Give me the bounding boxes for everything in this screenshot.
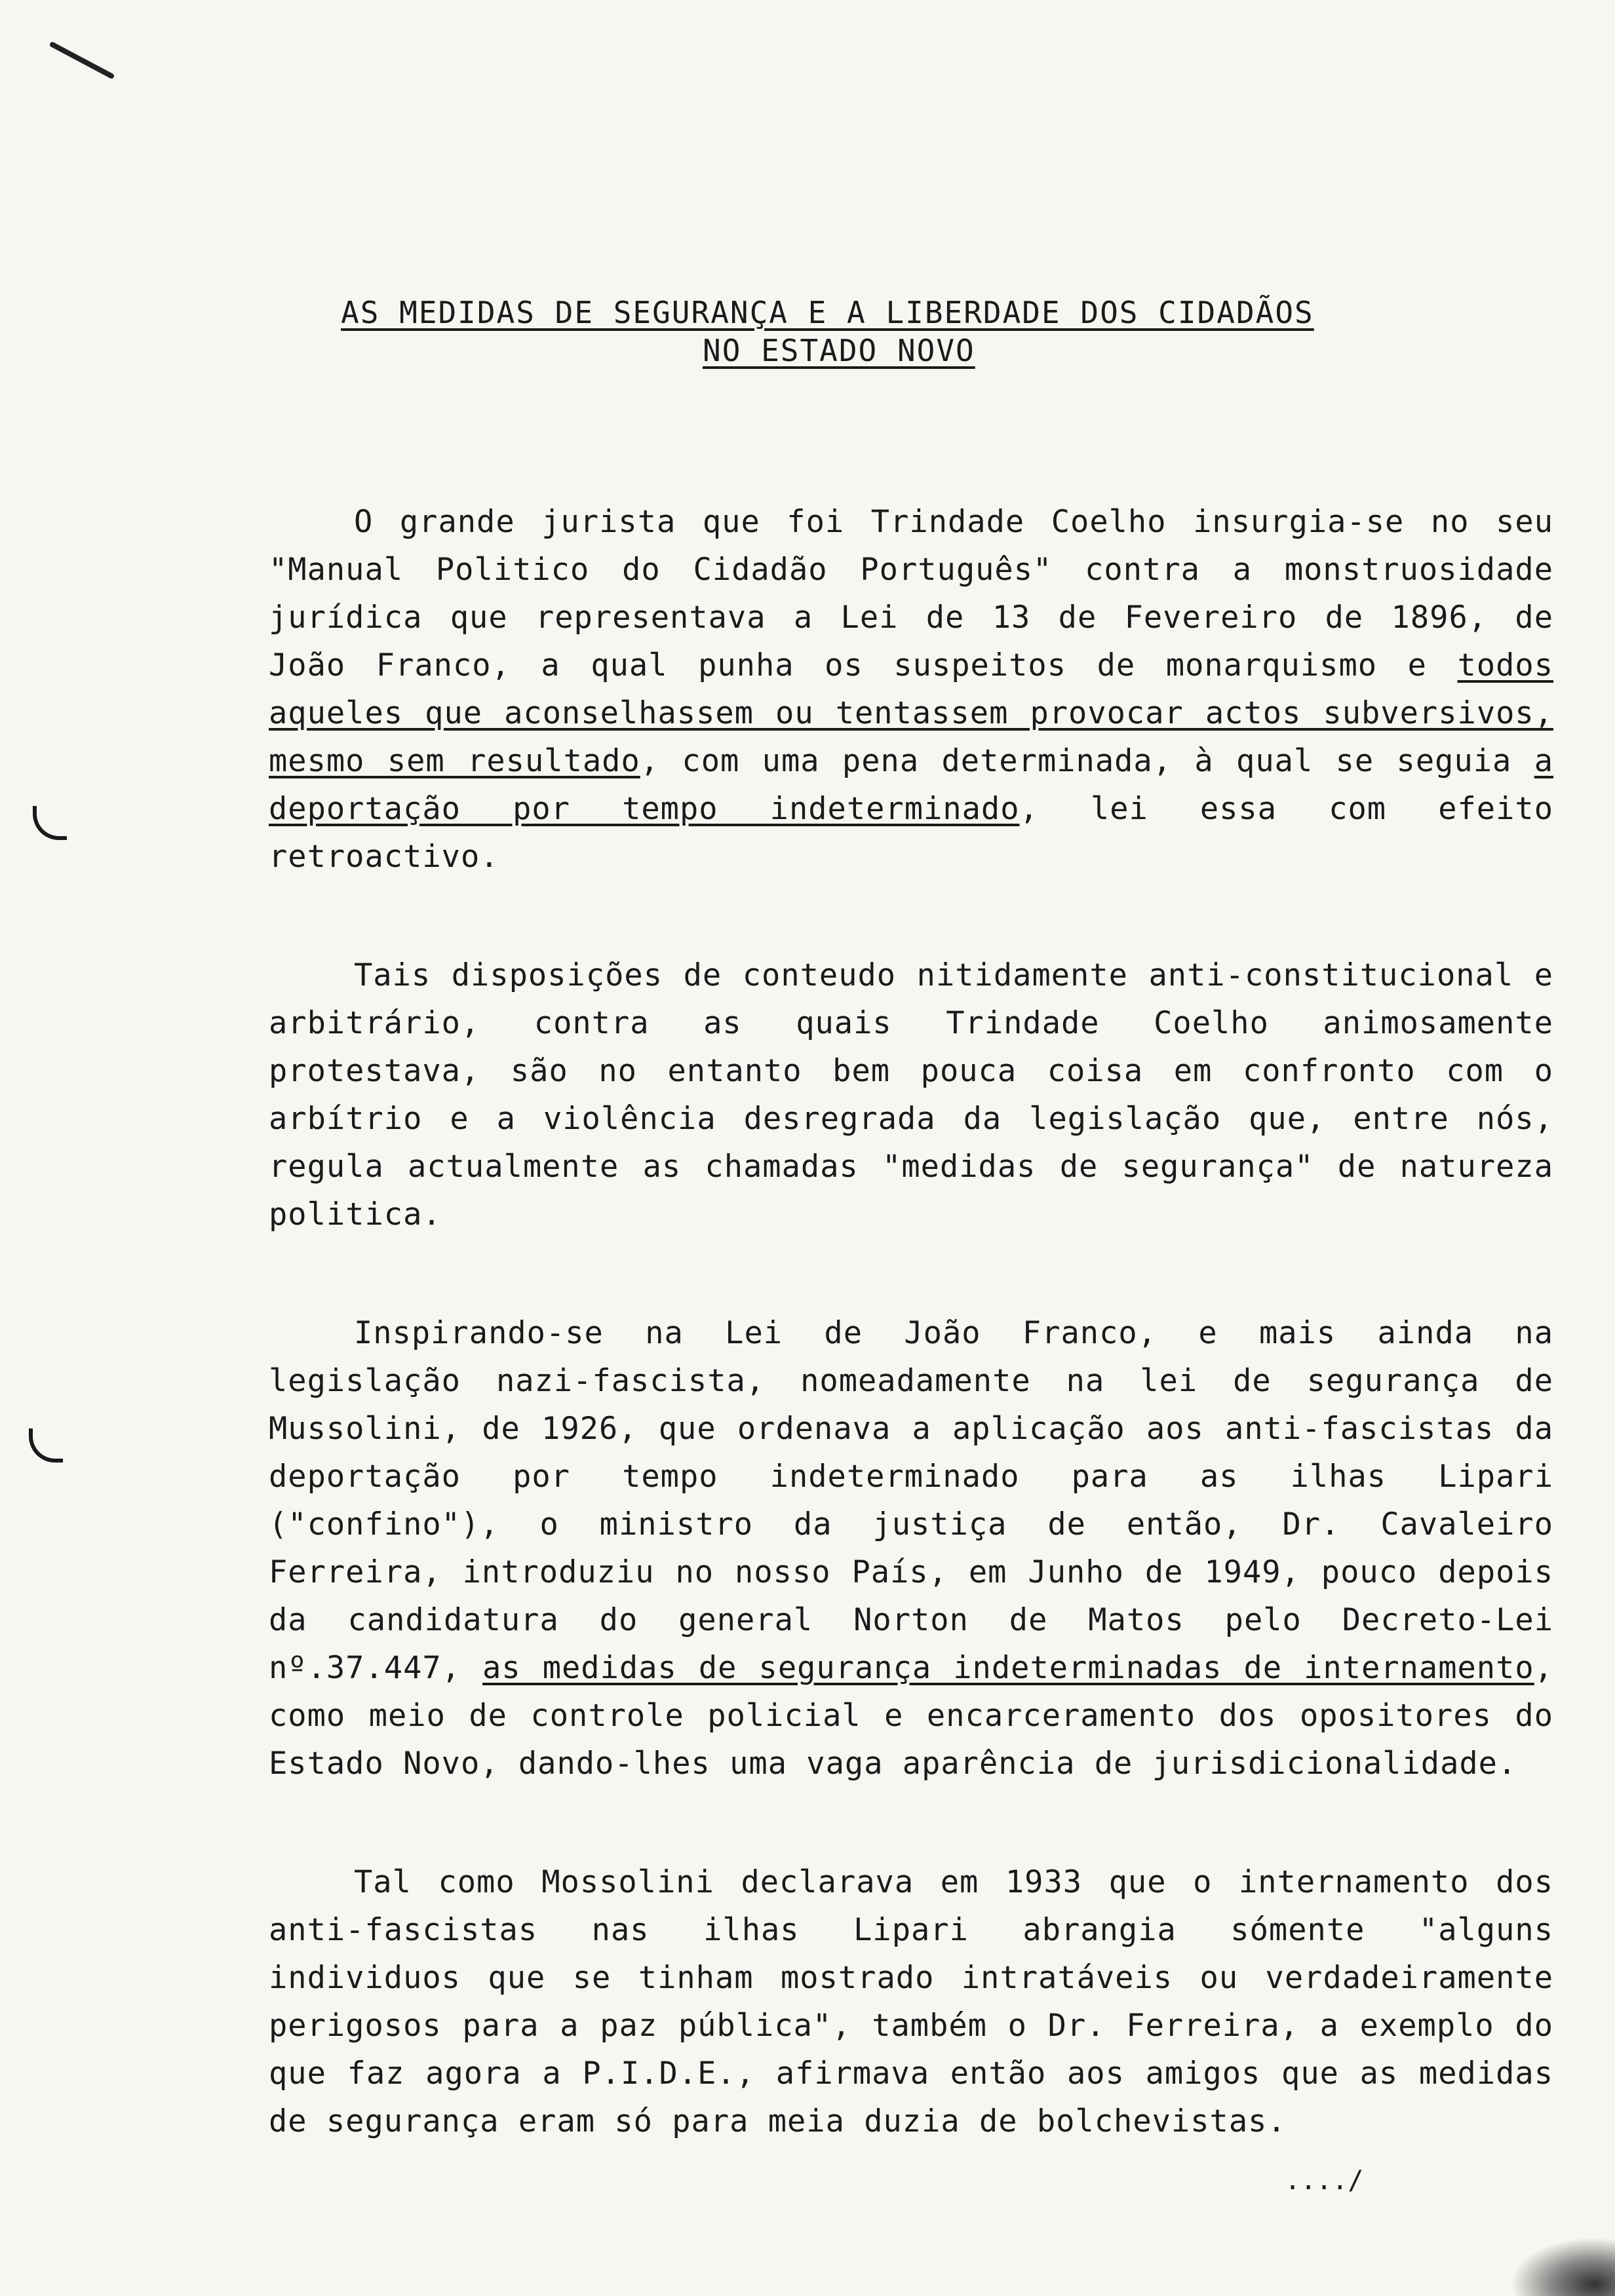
paragraph-1	[269, 498, 1553, 881]
scan-smudge	[1510, 2237, 1615, 2296]
scan-mark	[33, 806, 67, 840]
title-line-2: NO ESTADO NOVO	[703, 333, 975, 368]
paragraph-1-text-b: , com uma pena determinada, à qual se seguia	[640, 743, 1534, 779]
paragraph-1-underlined-1: todos aqueles que aconselhassem ou tentassem provocar actos subversivos, mesmo sem resultado	[269, 647, 1553, 779]
paragraph-3-text-a: Inspirando-se na Lei de João Franco, e mais ainda na legislação nazi-fascista, nomeadamente na lei de segurança de Mussolini, de 1926, que ordenava a aplicação aos anti-fascistas da deportação por tempo indeterminado para as ilhas Lipari ("confino"), o ministro da justiça de então, Dr. Cavaleiro Ferreira, introduziu no nosso País, em Junho de 1949, pouco depois da candidatura do general Norton de Matos pelo Decreto-Lei nº.37.447,	[269, 1315, 1553, 1686]
paragraph-3-text-b: , como meio de controle policial e encarceramento dos opositores do Estado Novo, dando-lhes uma vaga aparência de jurisdicionalidade.	[269, 1650, 1553, 1782]
paragraph-1-underlined-2: a deportação por tempo indeterminado	[269, 743, 1553, 827]
continuation-mark: ..../	[1285, 2166, 1364, 2196]
paragraph-3-underlined-1: as medidas de segurança indeterminadas de internamento	[482, 1650, 1534, 1686]
title-line-1: AS MEDIDAS DE SEGURANÇA E A LIBERDADE DOS CIDADÃOS	[341, 295, 1314, 330]
paragraph-1-text-a: O grande jurista que foi Trindade Coelho insurgia-se no seu "Manual Politico do Cidadão Português" contra a monstruosidade jurídica que representava a Lei de 13 de Fevereiro de 1896, de João Franco, a qual punha os suspeitos de monarquismo e	[269, 504, 1553, 683]
paragraph-1-text-c: , lei essa com efeito retroactivo.	[269, 791, 1553, 875]
scan-mark	[29, 1428, 63, 1463]
paragraph-4: Tal como Mossolini declarava em 1933 que o internamento dos anti-fascistas nas ilhas Lipari abrangia sómente "alguns individuos que se tinham mostrado intratáveis ou verdadeiramente perigosos para a paz pública", também o Dr. Ferreira, a exemplo do que faz agora a P.I.D.E., afirmava então aos amigos que as medidas de segurança eram só para meia duzia de bolchevistas.	[269, 1864, 1553, 2139]
document-body	[269, 498, 1553, 2216]
document-title	[341, 294, 1363, 370]
scan-mark	[49, 41, 115, 80]
paragraph-3	[269, 1309, 1553, 1788]
paragraph-2: Tais disposições de conteudo nitidamente anti-constitucional e arbitrário, contra as quais Trindade Coelho animosamente protestava, são no entanto bem pouca coisa em confronto com o arbítrio e a violência desregrada da legislação que, entre nós, regula actualmente as chamadas "medidas de segurança" de natureza politica.	[269, 957, 1553, 1233]
